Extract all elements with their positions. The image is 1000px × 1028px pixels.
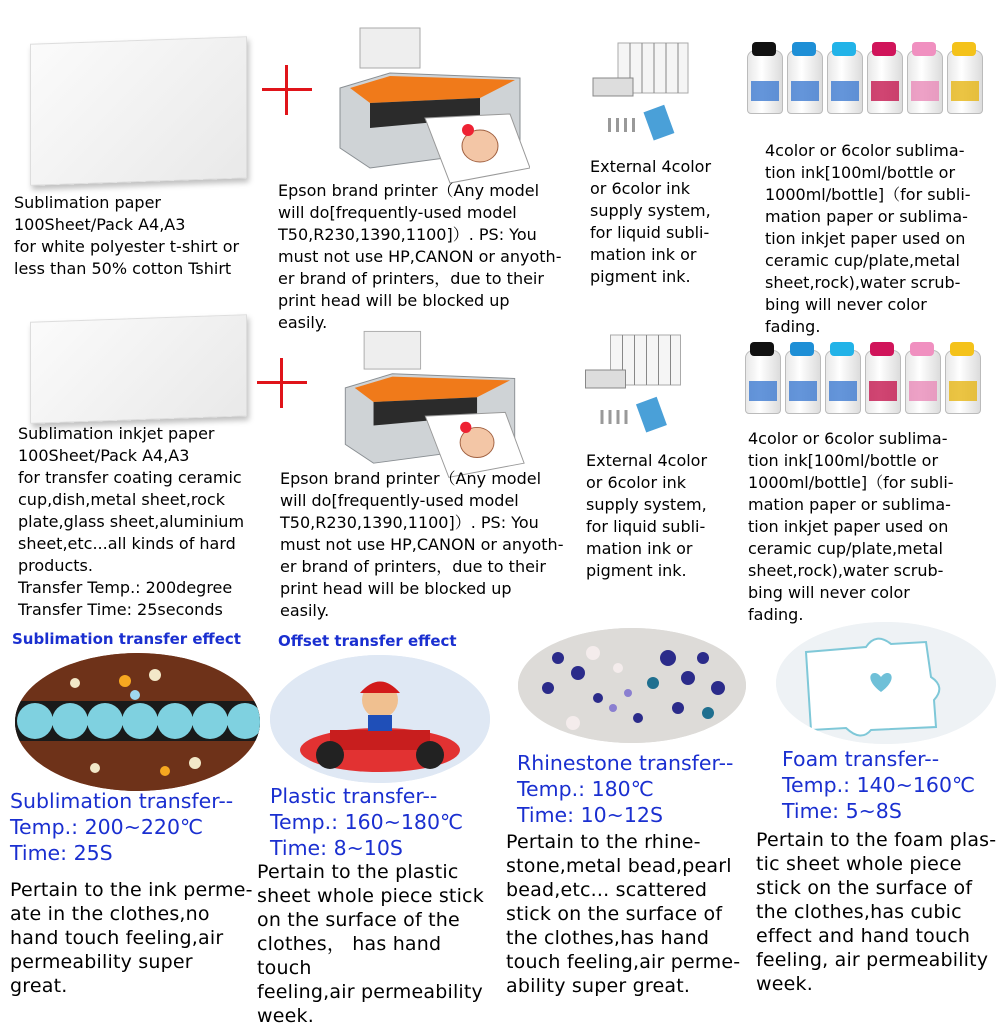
- plastic-transfer-photo: [270, 655, 490, 783]
- plus-icon: [257, 358, 307, 408]
- ink-bottles-image: [743, 340, 988, 415]
- ink-supply-text: External 4color or 6color ink supply system, for liquid subli- mation ink or pigment ink.: [590, 157, 712, 286]
- epson-printer-image: [330, 322, 530, 482]
- sublimation-inkjet-paper-text: Sublimation inkjet paper 100Sheet/Pack A4,A3 for transfer coating ceramic cup,dish,metal sheet,rock plate,glass sheet,aluminium sheet,etc...all kinds of hard products. Transfer Temp.: 200degree Transfer Time: 25seconds: [18, 424, 245, 619]
- sublimation-effect-heading: Sublimation transfer effect: [12, 630, 241, 648]
- foam-transfer-photo: [776, 622, 996, 744]
- ink-bottles-image: [745, 40, 990, 115]
- sublimation-paper-stack-image: [30, 36, 247, 186]
- epson-printer-image: [330, 18, 530, 188]
- plastic-transfer-description: Pertain to the plastic sheet whole piece stick on the surface of the clothes， has hand touch feeling,air permeability week.: [257, 861, 484, 1027]
- ink-supply-system-image: [578, 330, 693, 440]
- printer-text: Epson brand printer（Any model will do[frequently-used model T50,R230,1390,1100]）. PS: You must not use HP,CANON or anyoth- er brand of printers，due to their print head will be blocked up easily.: [280, 469, 564, 620]
- rhinestone-transfer-title: Rhinestone transfer-- Temp.: 180℃ Time: 10~12S: [517, 751, 734, 827]
- sublimation-transfer-photo: [15, 653, 260, 791]
- foam-transfer-description: Pertain to the foam plas- tic sheet whole piece stick on the surface of the clothes,has cubic effect and hand touch feeling, air permeability week.: [756, 829, 997, 995]
- sublimation-paper-text: Sublimation paper 100Sheet/Pack A4,A3 for white polyester t-shirt or less than 50% cotton Tshirt: [14, 193, 240, 278]
- sublimation-transfer-title: Sublimation transfer-- Temp.: 200~220℃ Time: 25S: [10, 789, 234, 865]
- offset-effect-heading: Offset transfer effect: [278, 632, 457, 650]
- ink-supply-system-image: [588, 38, 698, 148]
- sublimation-ink-text: 4color or 6color sublima- tion ink[100ml/bottle or 1000ml/bottle]（for subli- mation paper or sublima- tion inkjet paper used on ceramic cup/plate,metal sheet,rock),water scrub- bing will never color fading.: [748, 429, 954, 624]
- rhinestone-transfer-description: Pertain to the rhine- stone,metal bead,pearl bead,etc... scattered stick on the surface of the clothes,has hand touch feeling,air perme- ability super great.: [506, 831, 741, 997]
- ink-supply-text: External 4color or 6color ink supply system, for liquid subli- mation ink or pigment ink.: [586, 451, 708, 580]
- plastic-transfer-title: Plastic transfer-- Temp.: 160~180℃ Time: 8~10S: [270, 784, 464, 860]
- plus-icon: [262, 65, 312, 115]
- rhinestone-transfer-photo: [518, 628, 746, 743]
- sublimation-inkjet-paper-stack-image: [30, 314, 247, 424]
- printer-text: Epson brand printer（Any model will do[frequently-used model T50,R230,1390,1100]）. PS: You must not use HP,CANON or anyoth- er brand of printers，due to their print head will be blocked up easily.: [278, 181, 562, 332]
- foam-transfer-title: Foam transfer-- Temp.: 140~160℃ Time: 5~8S: [782, 747, 976, 823]
- sublimation-transfer-description: Pertain to the ink perme- ate in the clothes,no hand touch feeling,air permeability super great.: [10, 879, 253, 997]
- sublimation-ink-text: 4color or 6color sublima- tion ink[100ml/bottle or 1000ml/bottle]（for subli- mation paper or sublima- tion inkjet paper used on ceramic cup/plate,metal sheet,rock),water scrub- bing will never color fading.: [765, 141, 971, 336]
